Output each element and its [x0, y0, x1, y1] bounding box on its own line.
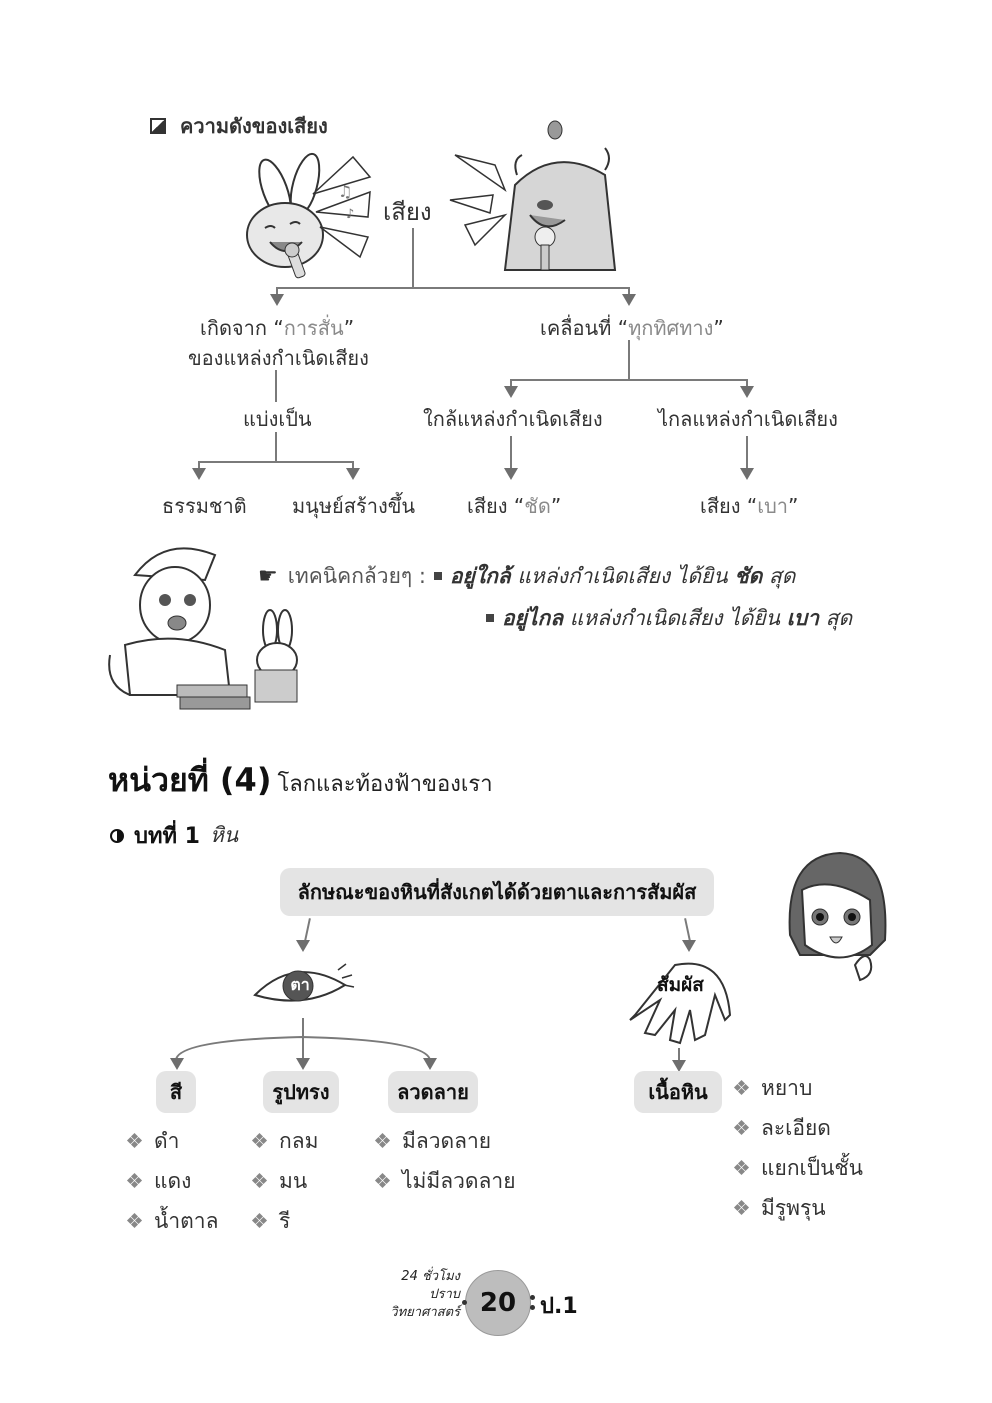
arrow-down-icon — [192, 468, 206, 480]
diamond-bullet-icon — [376, 1134, 390, 1148]
girl-illustration — [780, 845, 895, 985]
connector-line — [628, 340, 630, 380]
arrow-down-icon — [740, 386, 754, 398]
diamond-bullet-icon — [253, 1214, 267, 1228]
node-sound-soft: เสียง “เบา” — [700, 494, 799, 518]
eye-label: ตา — [290, 975, 310, 994]
diamond-bullet-icon — [253, 1134, 267, 1148]
color-list — [128, 1121, 218, 1241]
svg-text:♫: ♫ — [338, 182, 353, 201]
diamond-bullet-icon — [735, 1121, 749, 1135]
square-bullet-icon — [486, 614, 494, 622]
list-item: มีรูพรุน — [735, 1188, 863, 1228]
list-item: แดง — [128, 1161, 218, 1201]
lesson-heading: บทที่ 1 หิน — [110, 818, 238, 853]
list-item: แยกเป็นชั้น — [735, 1148, 863, 1188]
arrow-down-icon — [296, 940, 310, 952]
diamond-bullet-icon — [128, 1134, 142, 1148]
connector-line — [275, 370, 277, 402]
node-travels-all-directions: เคลื่อนที่ “ทุกทิศทาง” — [540, 316, 724, 340]
category-color: สี — [156, 1071, 196, 1113]
connector-line — [510, 436, 512, 470]
category-pattern: ลวดลาย — [388, 1071, 478, 1113]
book-title: 24 ชั่วโมง ปราบ วิทยาศาสตร์ — [390, 1269, 460, 1320]
section-title — [150, 110, 328, 142]
connector-line — [746, 436, 748, 470]
node-natural: ธรรมชาติ — [162, 494, 247, 518]
arrow-down-icon — [504, 468, 518, 480]
dot-separator — [530, 1295, 535, 1300]
arrow-down-icon — [423, 1058, 437, 1070]
category-texture: เนื้อหิน — [634, 1071, 722, 1113]
list-item: กลม — [253, 1121, 318, 1161]
arrow-down-icon — [740, 468, 754, 480]
list-item: ละเอียด — [735, 1108, 863, 1148]
svg-text:♪: ♪ — [346, 207, 355, 222]
page-number: 20 — [465, 1270, 531, 1336]
node-divided-into: แบ่งเป็น — [243, 407, 312, 431]
list-item: มน — [253, 1161, 318, 1201]
pattern-list — [376, 1121, 516, 1201]
connector-line — [412, 228, 414, 288]
list-item: หยาบ — [735, 1068, 863, 1108]
diamond-bullet-icon — [128, 1214, 142, 1228]
square-bullet-icon — [434, 572, 442, 580]
arrow-down-icon — [296, 1058, 310, 1070]
bull-singing-illustration — [445, 115, 620, 275]
hand-icon — [615, 955, 745, 1045]
tip-line-2: อยู่ไกล แหล่งกำเนิดเสียง ได้ยิน เบา สุด — [486, 602, 852, 635]
arrow-down-icon — [504, 386, 518, 398]
diamond-bullet-icon — [128, 1174, 142, 1188]
arrow-down-icon — [170, 1058, 184, 1070]
category-shape: รูปทรง — [263, 1071, 339, 1113]
list-item: น้ำตาล — [128, 1201, 218, 1241]
shape-list — [253, 1121, 318, 1241]
dot-separator — [530, 1305, 535, 1310]
half-circle-icon — [110, 829, 124, 843]
root-node-sound: เสียง — [383, 198, 432, 226]
node-man-made: มนุษย์สร้างขึ้น — [292, 494, 416, 518]
node-sound-clear: เสียง “ชัด” — [467, 494, 562, 518]
list-item: ดำ — [128, 1121, 218, 1161]
sound-wave-icon — [308, 152, 388, 262]
node-far-source: ไกลแหล่งกำเนิดเสียง — [658, 407, 838, 431]
grade-label: ป.1 — [540, 1294, 578, 1319]
texture-list — [735, 1068, 863, 1228]
touch-label: สัมผัส — [657, 974, 704, 996]
dot-separator — [462, 1300, 467, 1305]
list-item: รี — [253, 1201, 318, 1241]
tip-line-1: ☛ เทคนิคกล้วยๆ : อยู่ใกล้ แหล่งกำเนิดเสียง ได้ยิน ชัด สุด — [258, 564, 796, 589]
connector-line — [198, 461, 354, 463]
node-caused-by-vibration: เกิดจาก “การสั่น” — [200, 316, 355, 340]
node-of-sound-source: ของแหล่งกำเนิดเสียง — [188, 346, 369, 370]
arrow-down-icon — [270, 294, 284, 306]
list-item: ไม่มีลวดลาย — [376, 1161, 516, 1201]
half-square-icon — [150, 118, 166, 134]
arrow-down-icon — [682, 940, 696, 952]
arrow-down-icon — [622, 294, 636, 306]
connector-line — [275, 432, 277, 462]
diamond-bullet-icon — [735, 1081, 749, 1095]
diamond-bullet-icon — [735, 1161, 749, 1175]
diamond-bullet-icon — [735, 1201, 749, 1215]
diamond-bullet-icon — [376, 1174, 390, 1188]
pointing-hand-icon: ☛ — [258, 564, 278, 589]
diamond-bullet-icon — [253, 1174, 267, 1188]
list-item: มีลวดลาย — [376, 1121, 516, 1161]
rock-diagram-title: ลักษณะของหินที่สังเกตได้ด้วยตาและการสัมผัส — [280, 868, 714, 916]
connector-line — [510, 379, 748, 381]
node-near-source: ใกล้แหล่งกำเนิดเสียง — [423, 407, 603, 431]
connector-line — [276, 287, 630, 289]
section-title-text: ความดังของเสียง — [180, 114, 328, 138]
arrow-down-icon — [346, 468, 360, 480]
unit-heading: หน่วยที่ (4) โลกและท้องฟ้าของเรา — [108, 761, 493, 799]
